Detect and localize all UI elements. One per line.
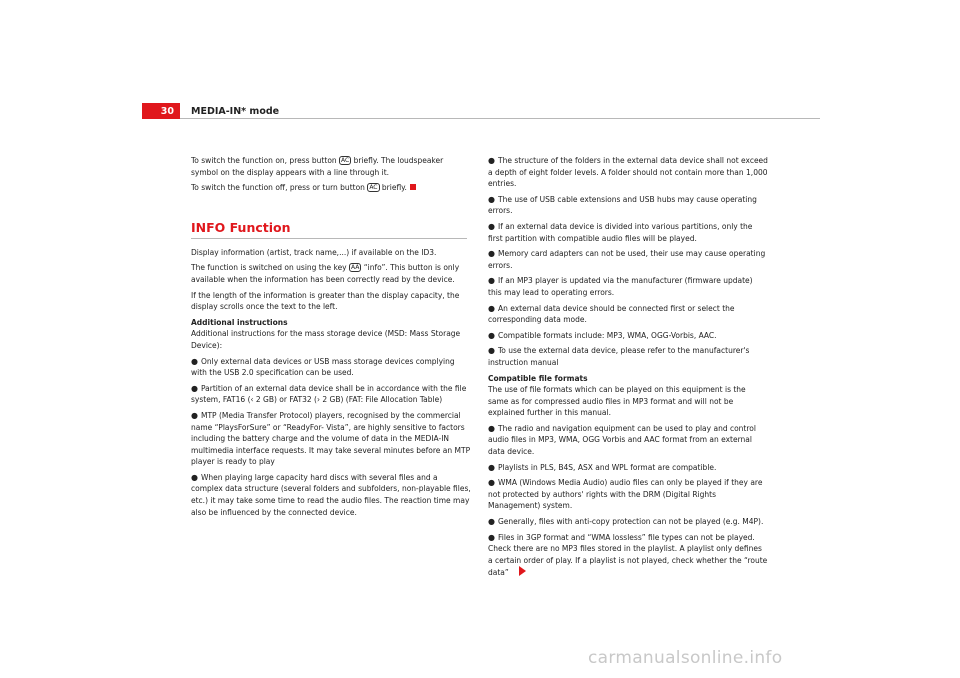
bullet-icon: ● (488, 221, 495, 231)
bullet-icon: ● (488, 517, 495, 527)
continue-arrow-icon (519, 566, 526, 576)
page-number: 30 (142, 103, 180, 119)
list-item: ● WMA (Windows Media Audio) audio files can only be played if they are not protected by authors' rights with the DRM (Digital Rights Management) system. (488, 478, 763, 511)
list-item: ● If an external data device is divided into various partitions, only the first partition with compatible audio files will be played. (488, 221, 753, 243)
list-item: ● MTP (Media Transfer Protocol) players, recognised by the commercial name “PlaysForSure” or “ReadyFor- Vista”, are highly sensitive to factors including the battery charge and the volume of data in the MEDIA-IN multimedia interface requests. It may take several minutes before an MTP player is ready to play (191, 410, 471, 467)
ac-key-icon: AC (369, 184, 378, 192)
section-divider (191, 238, 467, 239)
aa-key-icon: AA (351, 264, 360, 272)
list-item: ● Compatible formats include: MP3, WMA, OGG-Vorbis, AAC. (488, 330, 717, 340)
watermark-text: carmanualsonline.info (588, 648, 783, 668)
list-item: ● Memory card adapters can not be used, their use may cause operating errors. (488, 249, 766, 270)
paragraph-compatible-formats: The use of file formats which can be played on this equipment is the same as for compressed audio files in MP3 format and will not be explained further in this manual. (488, 385, 746, 418)
heading-additional-instructions: Additional instructions (191, 317, 288, 327)
list-item: ● The use of USB cable extensions and USB hubs may cause operating errors. (488, 194, 757, 216)
paragraph-switch-on: To switch the function on, press button AC briefly. The loudspeaker symbol on the display appears with a line through it. (191, 156, 444, 177)
ac-key-icon: AC (341, 157, 350, 164)
bullet-icon: ● (488, 462, 495, 472)
list-item: ● Generally, files with anti-copy protection can not be played (e.g. M4P). (488, 517, 764, 527)
heading-compatible-file-formats: Compatible file formats (488, 373, 588, 383)
paragraph-scroll: If the length of the information is greater than the display capacity, the display scrolls once the text to the left. (191, 290, 460, 312)
list-item: ● Files in 3GP format and “WMA lossless” file types can not be played. Check there are no MP3 files stored in the playlist. A playlist only defines a certain order of play. If a playlist is not played, check whether the “route data” (488, 532, 768, 578)
paragraph-info-key: The function is switched on using the key AA “info”. This button is only available when the information has been correctly read by the device. (191, 263, 460, 284)
bullet-icon: ● (191, 356, 198, 366)
list-item: ● To use the external data device, please refer to the manufacturer's instruction manual (488, 346, 750, 367)
paragraph-info-description: Display information (artist, track name,...) if available on the ID3. (191, 247, 437, 257)
bullet-icon: ● (488, 194, 495, 204)
bullet-icon: ● (488, 249, 495, 259)
section-end-icon (410, 184, 416, 190)
bullet-icon: ● (488, 532, 495, 542)
list-item: ● If an MP3 player is updated via the manufacturer (firmware update) this may lead to operating errors. (488, 276, 753, 297)
bullet-icon: ● (488, 276, 495, 286)
list-item: ● An external data device should be connected first or select the corresponding data mode. (488, 303, 735, 325)
left-column (191, 155, 471, 522)
list-item: ● Playlists in PLS, B4S, ASX and WPL format are compatible. (488, 462, 717, 472)
list-item: ● Partition of an external data device shall be in accordance with the file system, FAT16 (‹ 2 GB) or FAT32 (› 2 GB) (FAT: File Allocation Table) (191, 383, 467, 405)
bullet-icon: ● (191, 410, 198, 420)
paragraph-switch-off: To switch the function off, press or turn button AC briefly. (191, 182, 471, 194)
right-column (488, 155, 768, 583)
list-item: ● The structure of the folders in the external data device shall not exceed a depth of eight folder levels. A folder should not contain more than 1,000 entries. (488, 156, 768, 189)
section-title-info-function: INFO Function (191, 219, 291, 235)
bullet-icon: ● (488, 346, 495, 356)
bullet-icon: ● (488, 423, 495, 433)
bullet-icon: ● (488, 478, 495, 488)
bullet-icon: ● (488, 156, 495, 165)
bullet-icon: ● (191, 472, 198, 482)
bullet-icon: ● (191, 383, 198, 393)
bullet-icon: ● (488, 330, 495, 340)
list-item: ● When playing large capacity hard discs with several files and a complex data structure (several folders and subfolders, non-playable files, etc.) it may take some time to read the audio files. The reaction time may also be influenced by the connected device. (191, 472, 471, 517)
list-item: ● Only external data devices or USB mass storage devices complying with the USB 2.0 specification can be used. (191, 356, 455, 378)
list-item: ● The radio and navigation equipment can be used to play and control audio files in MP3, WMA, OGG Vorbis and AAC format from an external data device. (488, 423, 756, 457)
header-divider (180, 118, 820, 119)
paragraph-msd: Additional instructions for the mass storage device (MSD: Mass Storage Device): (191, 329, 461, 350)
bullet-icon: ● (488, 303, 495, 313)
page-header-title: MEDIA-IN* mode (191, 106, 280, 117)
